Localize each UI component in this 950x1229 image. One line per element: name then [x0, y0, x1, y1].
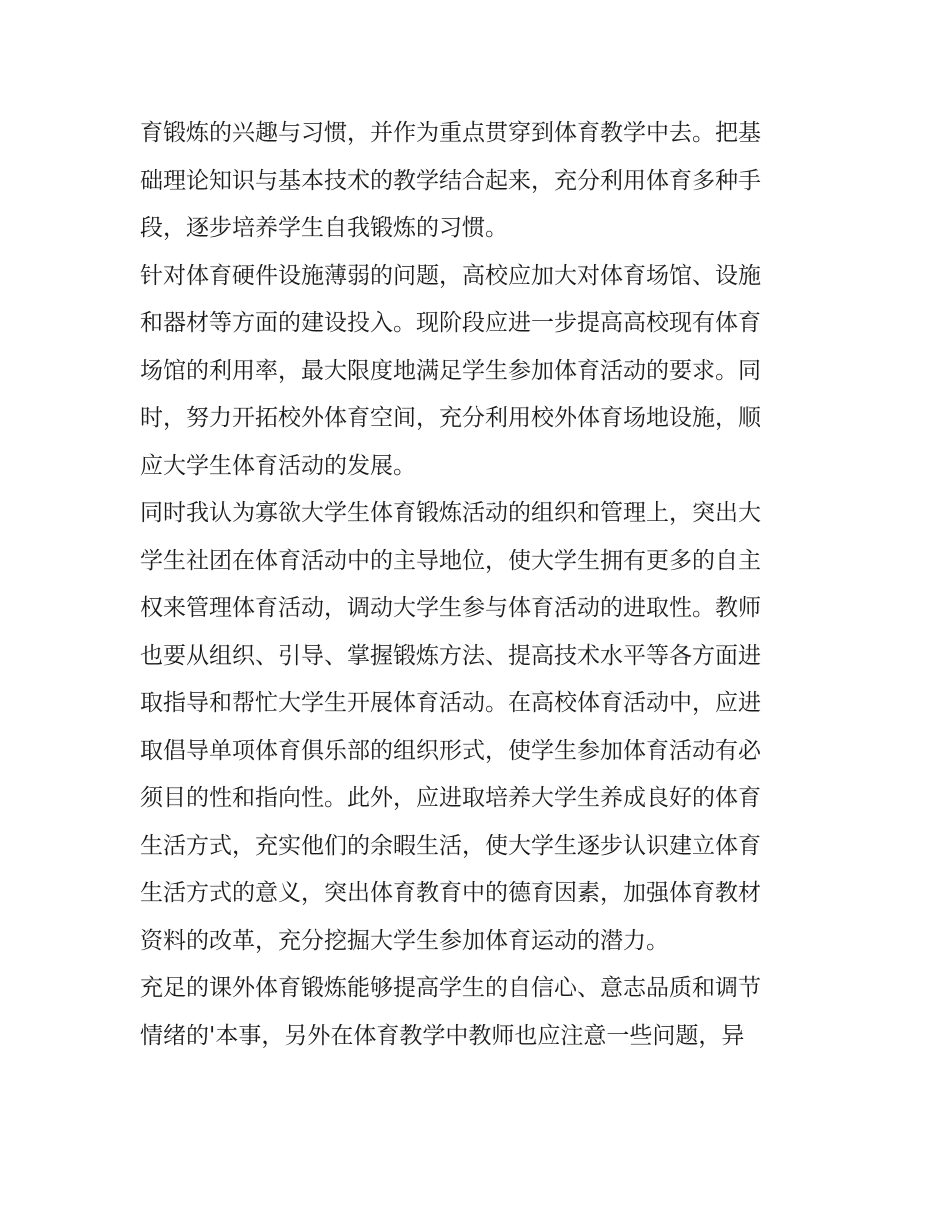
text-line: 育锻炼的兴趣与习惯，并作为重点贯穿到体育教学中去。把基 [140, 120, 761, 146]
text-line: 生活方式的意义，突出体育教育中的德育因素，加强体育教材 [140, 880, 761, 906]
text-line: 同时我认为寡欲大学生体育锻炼活动的组织和管理上，突出大 [140, 500, 761, 526]
text-line: 须目的性和指向性。此外，应进取培养大学生养成良好的体育 [140, 785, 761, 811]
text-line: 时，努力开拓校外体育空间，充分利用校外体育场地设施，顺 [140, 405, 761, 431]
text-line: 取指导和帮忙大学生开展体育活动。在高校体育活动中，应进 [140, 690, 761, 716]
text-line: 充足的课外体育锻炼能够提高学生的自信心、意志品质和调节 [140, 975, 761, 1001]
document-body [140, 110, 820, 1060]
text-line: 针对体育硬件设施薄弱的问题，高校应加大对体育场馆、设施 [140, 262, 761, 289]
text-line: 段，逐步培养学生自我锻炼的习惯。 [140, 215, 508, 241]
text-line: 学生社团在体育活动中的主导地位，使大学生拥有更多的自主 [140, 547, 761, 574]
text-line: 场馆的利用率，最大限度地满足学生参加体育活动的要求。同 [140, 357, 761, 384]
text-line: 础理论知识与基本技术的教学结合起来，充分利用体育多种手 [140, 167, 761, 194]
text-line: 也要从组织、引导、掌握锻炼方法、提高技术水平等各方面进 [140, 642, 761, 669]
text-line: 情绪的'本事，另外在体育教学中教师也应注意一些问题，异 [140, 1022, 745, 1049]
text-line: 资料的改革，充分挖掘大学生参加体育运动的潜力。 [140, 927, 669, 954]
text-line: 取倡导单项体育俱乐部的组织形式，使学生参加体育活动有必 [140, 737, 761, 764]
text-line: 和器材等方面的建设投入。现阶段应进一步提高高校现有体育 [140, 310, 761, 336]
text-line: 应大学生体育活动的发展。 [140, 452, 416, 479]
text-line: 权来管理体育活动，调动大学生参与体育活动的进取性。教师 [140, 595, 761, 621]
text-line: 生活方式，充实他们的余暇生活，使大学生逐步认识建立体育 [140, 832, 761, 859]
